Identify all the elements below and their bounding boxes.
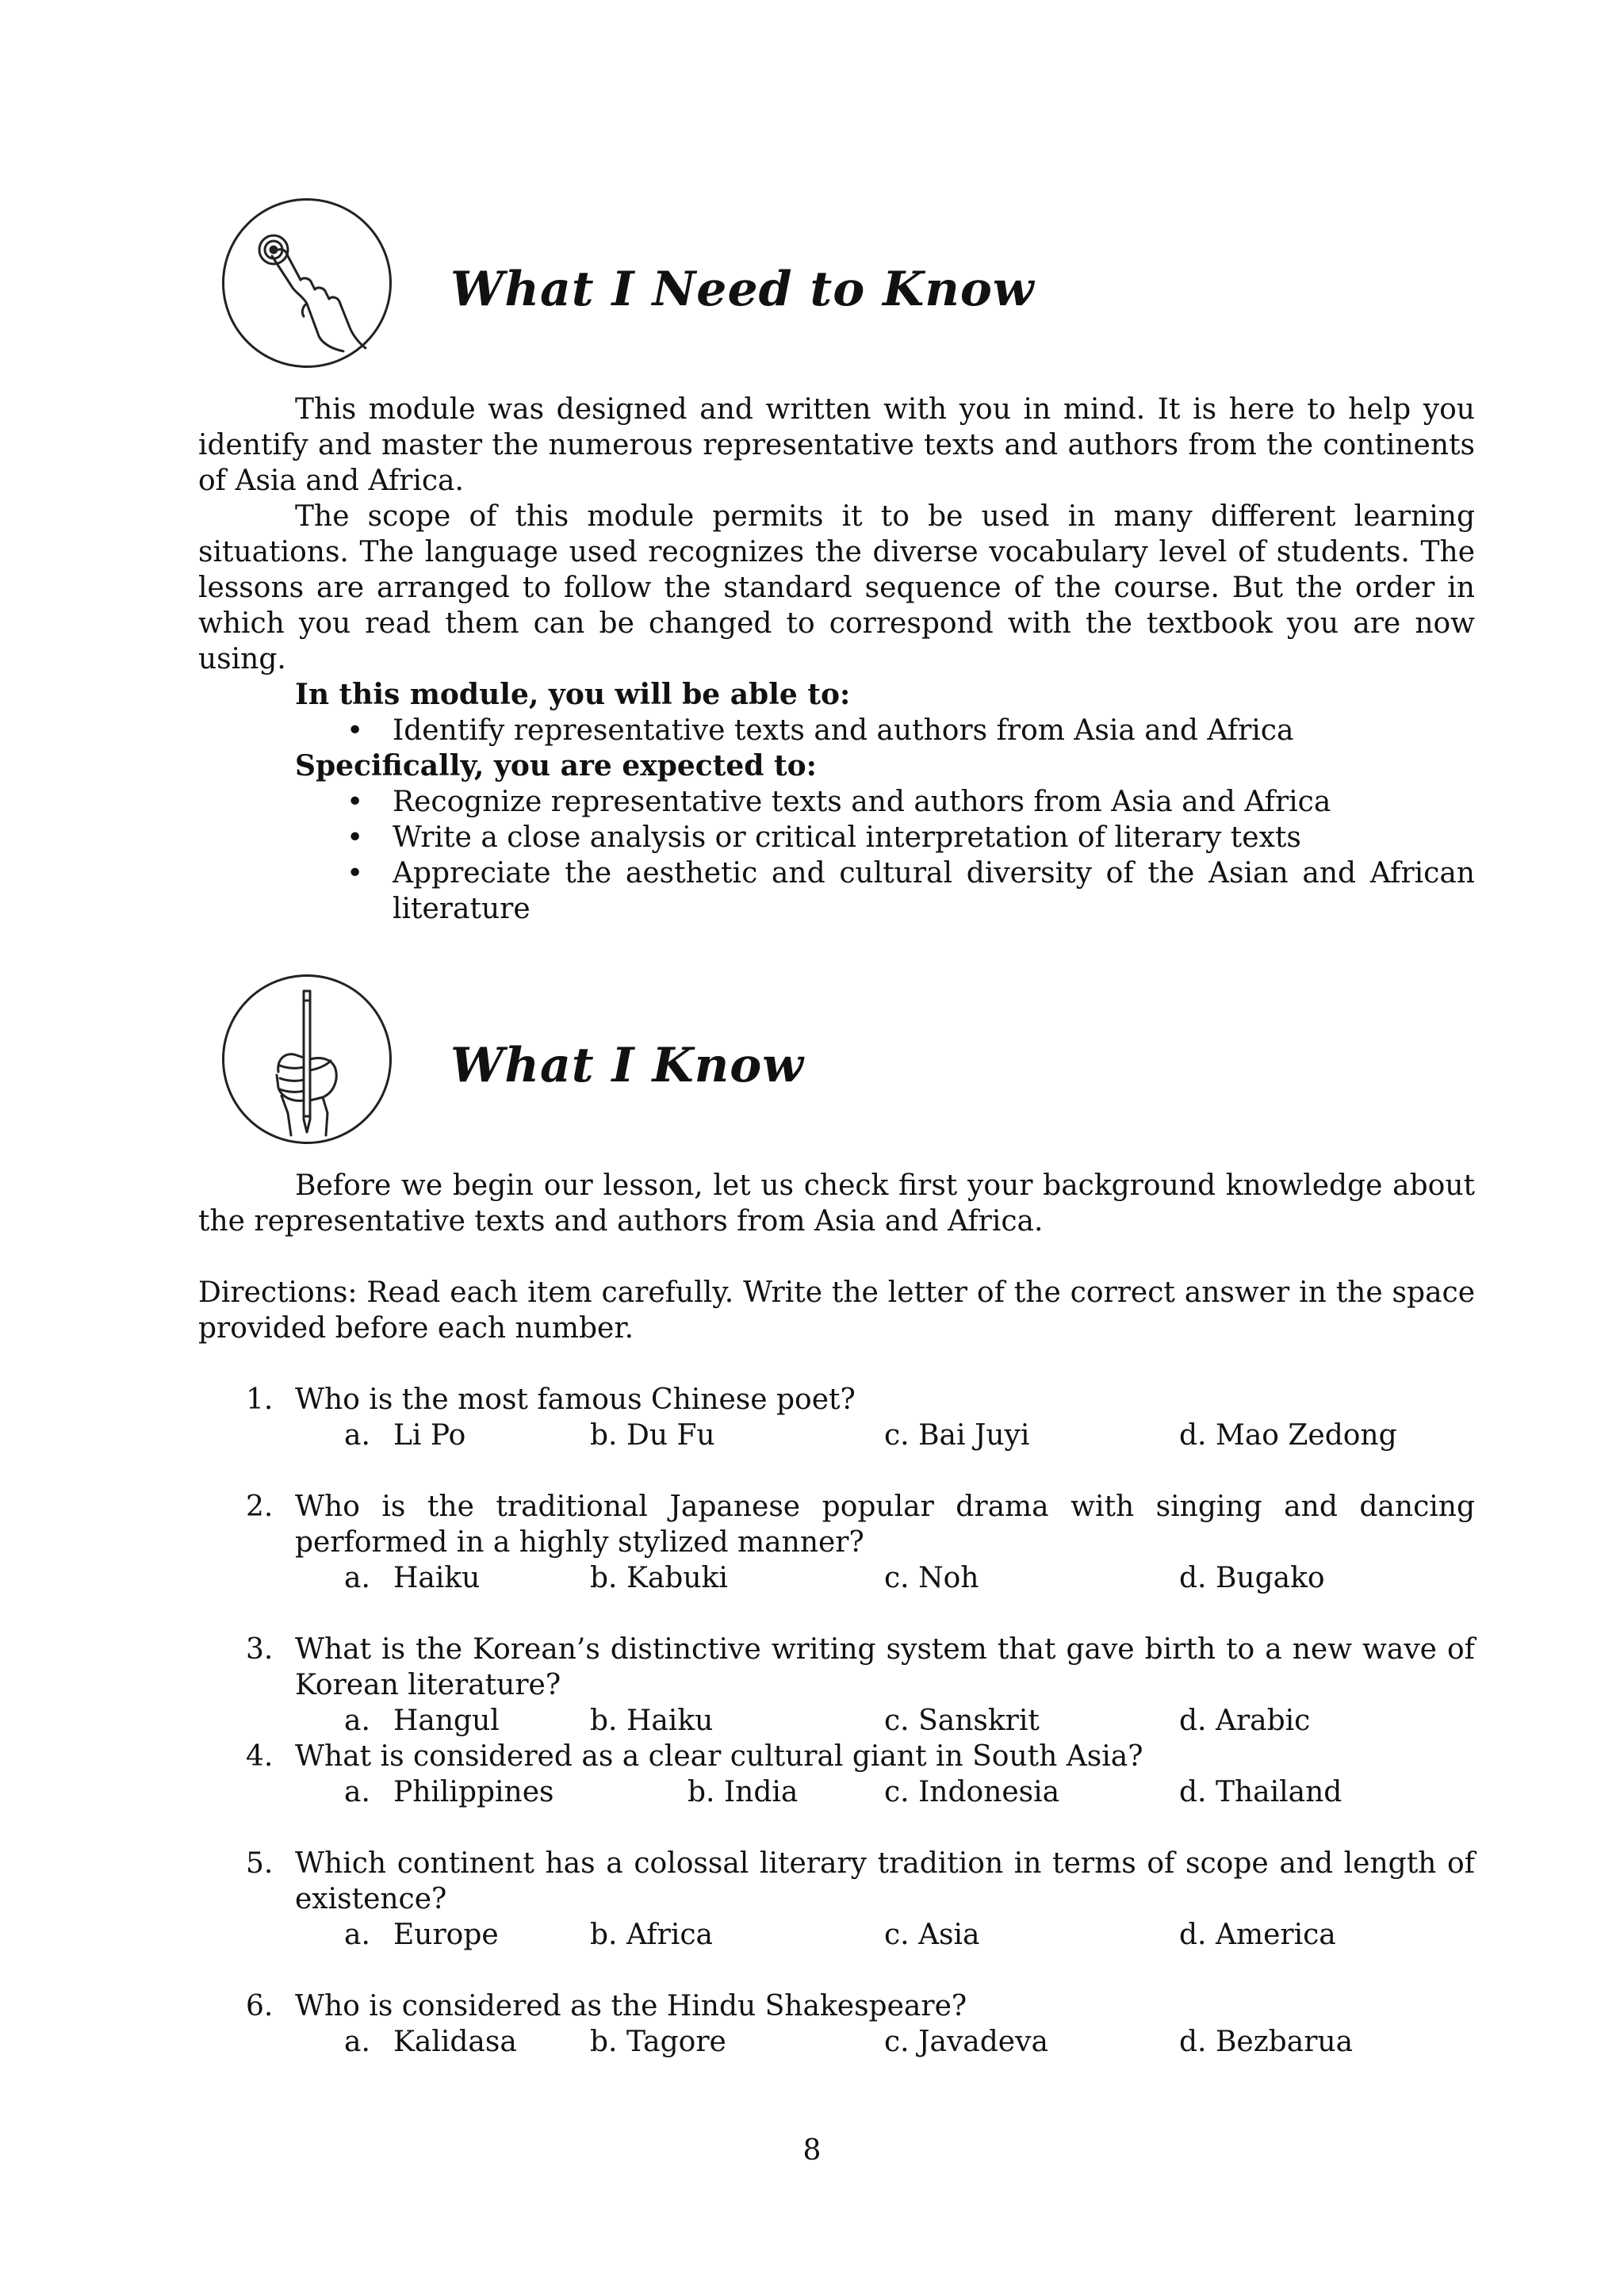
question-number: 2.: [246, 1490, 274, 1523]
answer-choices: [295, 1703, 1475, 1739]
answer-choices: [295, 1917, 1475, 1953]
question-4: [198, 1739, 1475, 1810]
list-item: • Recognize representative texts and authors from Asia and Africa: [393, 784, 1475, 820]
intro-paragraph-2: [198, 499, 1475, 677]
pointing-finger-icon: [222, 198, 392, 368]
choice-d: d. Bugako: [1179, 1562, 1325, 1594]
choice-a: a. Haiku: [344, 1562, 481, 1594]
list-item: • Write a close analysis or critical interpretation of literary texts: [393, 820, 1475, 855]
able-list: [198, 713, 1475, 748]
directions: Directions: Read each item carefully. Write the letter of the correct answer in the space provided before each number.: [198, 1276, 1475, 1345]
intro-paragraph-1-text: This module was designed and written with you in mind. It is here to help you identify and master the numerous representative texts and authors from the continents of Asia and Africa.: [198, 393, 1475, 497]
choice-c: c. Indonesia: [884, 1776, 1060, 1808]
answer-choices: [295, 1418, 1475, 1453]
section-title: What I Know: [450, 1038, 804, 1093]
expected-heading: Specifically, you are expected to:: [295, 749, 817, 783]
module-page: [198, 198, 1475, 2060]
question-number: 1.: [246, 1383, 274, 1416]
choice-b: b. Africa: [590, 1919, 713, 1951]
quiz-list: [198, 1382, 1475, 2060]
choice-a: a. Hangul: [344, 1705, 500, 1737]
choice-c: c. Noh: [884, 1562, 979, 1594]
section-header-what-i-need-to-know: [198, 198, 1475, 392]
choice-c: c. Sanskrit: [884, 1705, 1040, 1737]
choice-a: a. Europe: [344, 1919, 499, 1951]
choice-a: a. Li Po: [344, 1419, 466, 1452]
intro-paragraph-1: [198, 392, 1475, 499]
choice-d: d. Bezbarua: [1179, 2026, 1354, 2058]
question-text: What is considered as a clear cultural giant in South Asia?: [295, 1740, 1143, 1773]
choice-c: c. Bai Juyi: [884, 1419, 1030, 1452]
page-number: 8: [802, 2134, 822, 2167]
hand-holding-pencil-icon: [222, 974, 392, 1144]
list-item: • Identify representative texts and authors from Asia and Africa: [393, 713, 1475, 748]
question-5: [198, 1846, 1475, 1953]
list-item: • Appreciate the aesthetic and cultural diversity of the Asian and African literature: [393, 855, 1475, 927]
question-text: Which continent has a colossal literary tradition in terms of scope and length of existence?: [295, 1847, 1475, 1915]
answer-choices: [295, 1774, 1475, 1810]
intro-paragraph-2-text: The scope of this module permits it to be used in many different learning situations. The language used recognizes the diverse vocabulary level of students. The lessons are arranged to follow the standard sequence of the course. But the order in which you read them can be changed to correspond with the textbook you are now using.: [198, 500, 1475, 675]
choice-d: d. Mao Zedong: [1179, 1419, 1397, 1452]
choice-b: b. Tagore: [590, 2026, 726, 2058]
question-text: What is the Korean’s distinctive writing system that gave birth to a new wave of Korean literature?: [295, 1633, 1475, 1701]
section-title: What I Need to Know: [450, 262, 1035, 317]
expected-list: [198, 784, 1475, 927]
question-number: 5.: [246, 1847, 274, 1880]
choice-a: a. Kalidasa: [344, 2026, 517, 2058]
what-i-know-intro: [198, 1168, 1475, 1239]
question-number: 6.: [246, 1990, 274, 2022]
choice-b: b. India: [688, 1776, 799, 1808]
answer-choices: [295, 1560, 1475, 1596]
choice-d: d. Thailand: [1179, 1776, 1342, 1808]
question-3: [198, 1632, 1475, 1739]
choice-b: b. Haiku: [590, 1705, 714, 1737]
choice-b: b. Du Fu: [590, 1419, 715, 1452]
choice-c: c. Javadeva: [884, 2026, 1048, 2058]
answer-choices: [295, 2024, 1475, 2060]
question-text: Who is the most famous Chinese poet?: [295, 1383, 856, 1416]
choice-a: a. Philippines: [344, 1776, 554, 1808]
choice-b: b. Kabuki: [590, 1562, 728, 1594]
choice-d: d. Arabic: [1179, 1705, 1311, 1737]
question-6: [198, 1988, 1475, 2060]
section-header-what-i-know: [198, 974, 1475, 1168]
question-text: Who is the traditional Japanese popular drama with singing and dancing performed in a highly stylized manner?: [295, 1490, 1475, 1559]
question-text: Who is considered as the Hindu Shakespeare?: [295, 1990, 967, 2022]
able-heading: In this module, you will be able to:: [295, 678, 851, 711]
question-number: 3.: [246, 1633, 274, 1666]
what-i-know-intro-text: Before we begin our lesson, let us check first your background knowledge about the representative texts and authors from Asia and Africa.: [198, 1169, 1475, 1238]
choice-d: d. America: [1179, 1919, 1336, 1951]
question-2: [198, 1489, 1475, 1596]
question-number: 4.: [246, 1740, 274, 1773]
question-1: [198, 1382, 1475, 1453]
choice-c: c. Asia: [884, 1919, 980, 1951]
